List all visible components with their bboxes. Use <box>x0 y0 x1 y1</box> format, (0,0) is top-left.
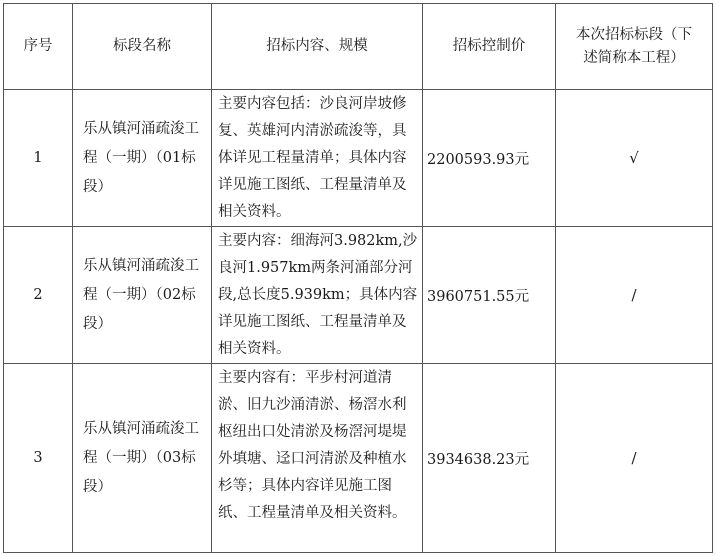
table-row <box>4 90 713 227</box>
header-name: 标段名称 <box>73 4 212 90</box>
row-content: 主要内容有：平步村河道清淤、旧九沙涌清淤、杨滘水利枢纽出口处清淤及杨滘河堤堤外填塘、迳口河清淤及种植水杉等；具体内容详见施工图纸、工程量清单及相关资料。 <box>212 364 423 553</box>
row-price: 2200593.93元 <box>423 90 556 227</box>
row-price: 3934638.23元 <box>423 364 556 553</box>
table-row <box>4 227 713 364</box>
header-seq: 序号 <box>4 4 73 90</box>
header-current: 本次招标标段（下述简称本工程） <box>556 4 713 90</box>
row-seq: 3 <box>4 364 73 553</box>
header-content: 招标内容、规模 <box>212 4 423 90</box>
row-seq: 1 <box>4 90 73 227</box>
table-header-row <box>4 4 713 90</box>
row-name: 乐从镇河涌疏浚工程（一期）（02标段） <box>73 227 212 364</box>
bid-sections-table <box>3 3 713 553</box>
row-name: 乐从镇河涌疏浚工程（一期）（03标段） <box>73 364 212 553</box>
table-row <box>4 364 713 553</box>
row-content: 主要内容：细海河3.982km,沙良河1.957km两条河涌部分河段,总长度5.939km；具体内容详见施工图纸、工程量清单及相关资料。 <box>212 227 423 364</box>
row-price: 3960751.55元 <box>423 227 556 364</box>
row-seq: 2 <box>4 227 73 364</box>
row-current-mark: √ <box>556 90 713 227</box>
row-current-mark: / <box>556 364 713 553</box>
row-name: 乐从镇河涌疏浚工程（一期）（01标段） <box>73 90 212 227</box>
row-content: 主要内容包括：沙良河岸坡修复、英雄河内清淤疏浚等，具体详见工程量清单；具体内容详见施工图纸、工程量清单及相关资料。 <box>212 90 423 227</box>
row-current-mark: / <box>556 227 713 364</box>
header-price: 招标控制价 <box>423 4 556 90</box>
